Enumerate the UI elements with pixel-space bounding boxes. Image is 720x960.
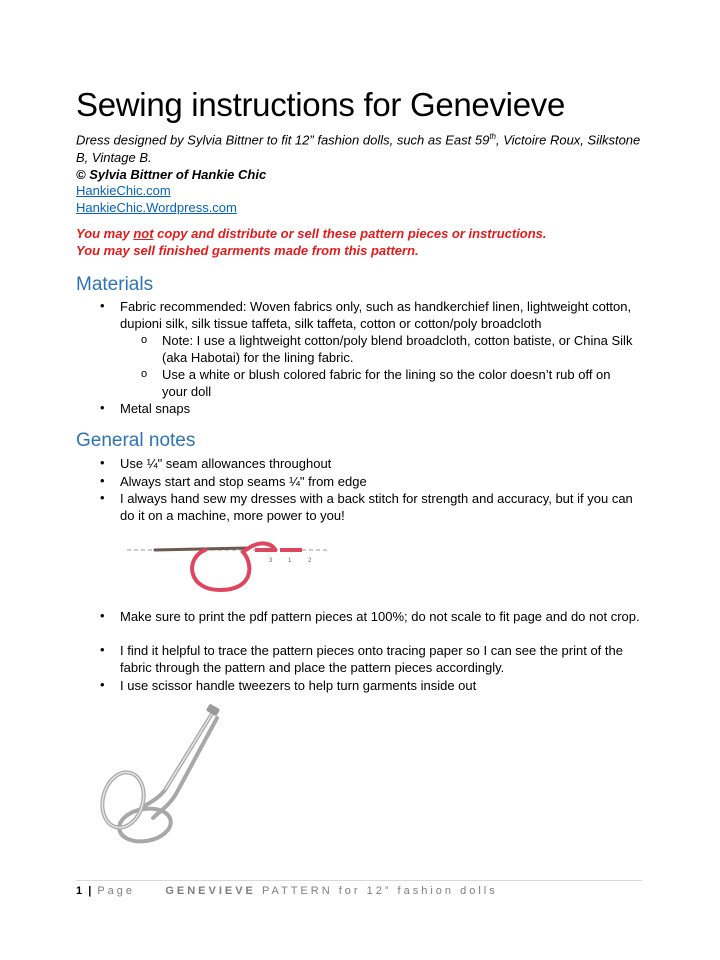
materials-subitem: Use a white or blush colored fabric for the lining so the color doesn’t rub off on your doll [162, 367, 611, 399]
page-footer [76, 885, 498, 897]
bullet-icon: • [100, 642, 105, 657]
back-stitch-illustration [125, 528, 335, 594]
general-item: Always start and stop seams ¼" from edge [120, 474, 367, 489]
bullet-icon: • [100, 608, 105, 623]
general-item: Use ¼" seam allowances throughout [120, 456, 332, 471]
tweezer-arm [153, 718, 217, 818]
general-item: I always hand sew my dresses with a back stitch for strength and accuracy, but if you can do it on a machine, more power to you! [120, 491, 633, 523]
footer-title: PATTERN for 12” fashion dolls [261, 885, 498, 897]
stitch-number: 1 [288, 558, 292, 564]
stitch-number: 2 [308, 558, 312, 564]
bullet-icon: • [100, 298, 105, 313]
link-hankiechic-wordpress[interactable]: HankieChic.Wordpress.com [76, 200, 237, 215]
warning-line-2: You may sell finished garments made from this pattern. [76, 243, 419, 258]
warning-line-1 [76, 226, 547, 241]
needle [155, 548, 247, 550]
bullet-icon: • [100, 473, 105, 488]
copyright: © Sylvia Bittner of Hankie Chic [76, 167, 267, 182]
footer-separator: | [88, 885, 92, 897]
general-notes-heading: General notes [76, 430, 196, 451]
warning-text: You may [76, 226, 134, 241]
subtitle-sup: th [489, 132, 496, 141]
tweezers-illustration [95, 700, 235, 850]
link-hankiechic[interactable]: HankieChic.com [76, 183, 171, 198]
general-item: I find it helpful to trace the pattern pieces onto tracing paper so I can see the print of the fabric through the pattern and place the pattern pieces accordingly. [120, 643, 623, 675]
stitch-segment [280, 548, 302, 552]
stitch-number: 3 [269, 558, 273, 564]
warning-text-2: copy and distribute or sell these pattern pieces or instructions. [153, 226, 547, 241]
warning-not: not [133, 226, 154, 241]
general-item: I use scissor handle tweezers to help turn garments inside out [120, 678, 477, 693]
subtitle [76, 128, 656, 167]
subtitle-text-2: , Victoire Roux, Silkstone B, Vintage B. [76, 132, 641, 166]
circle-bullet-icon: o [141, 334, 148, 346]
page-title: Sewing instructions for Genevieve [76, 86, 566, 123]
tweezer-tip [206, 704, 220, 717]
bullet-icon: • [100, 677, 105, 692]
circle-bullet-icon: o [141, 368, 148, 380]
page-number: 1 [76, 885, 83, 897]
materials-item: Fabric recommended: Woven fabrics only, such as handkerchief linen, lightweight cotton, dupioni silk, silk tissue taffeta, silk taffeta, cotton or cotton/poly broadcloth [120, 299, 632, 331]
subtitle-text: Dress designed by Sylvia Bittner to fit 12” fashion dolls, such as East 59 [76, 132, 490, 148]
tweezer-handle-ring [96, 768, 149, 832]
footer-page-word: Page [97, 885, 136, 897]
materials-subitem: Note: I use a lightweight cotton/poly blend broadcloth, cotton batiste, or China Silk (aka Habotai) for the lining fabric. [162, 333, 633, 365]
materials-heading: Materials [76, 274, 154, 295]
bullet-icon: • [100, 490, 105, 505]
bullet-icon: • [100, 400, 105, 415]
footer-title-bold: GENEVIEVE [165, 885, 256, 897]
materials-item: Metal snaps [120, 401, 191, 416]
general-item: Make sure to print the pdf pattern pieces at 100%; do not scale to fit page and do not crop. [120, 609, 640, 624]
footer-divider [76, 880, 642, 881]
bullet-icon: • [100, 455, 105, 470]
